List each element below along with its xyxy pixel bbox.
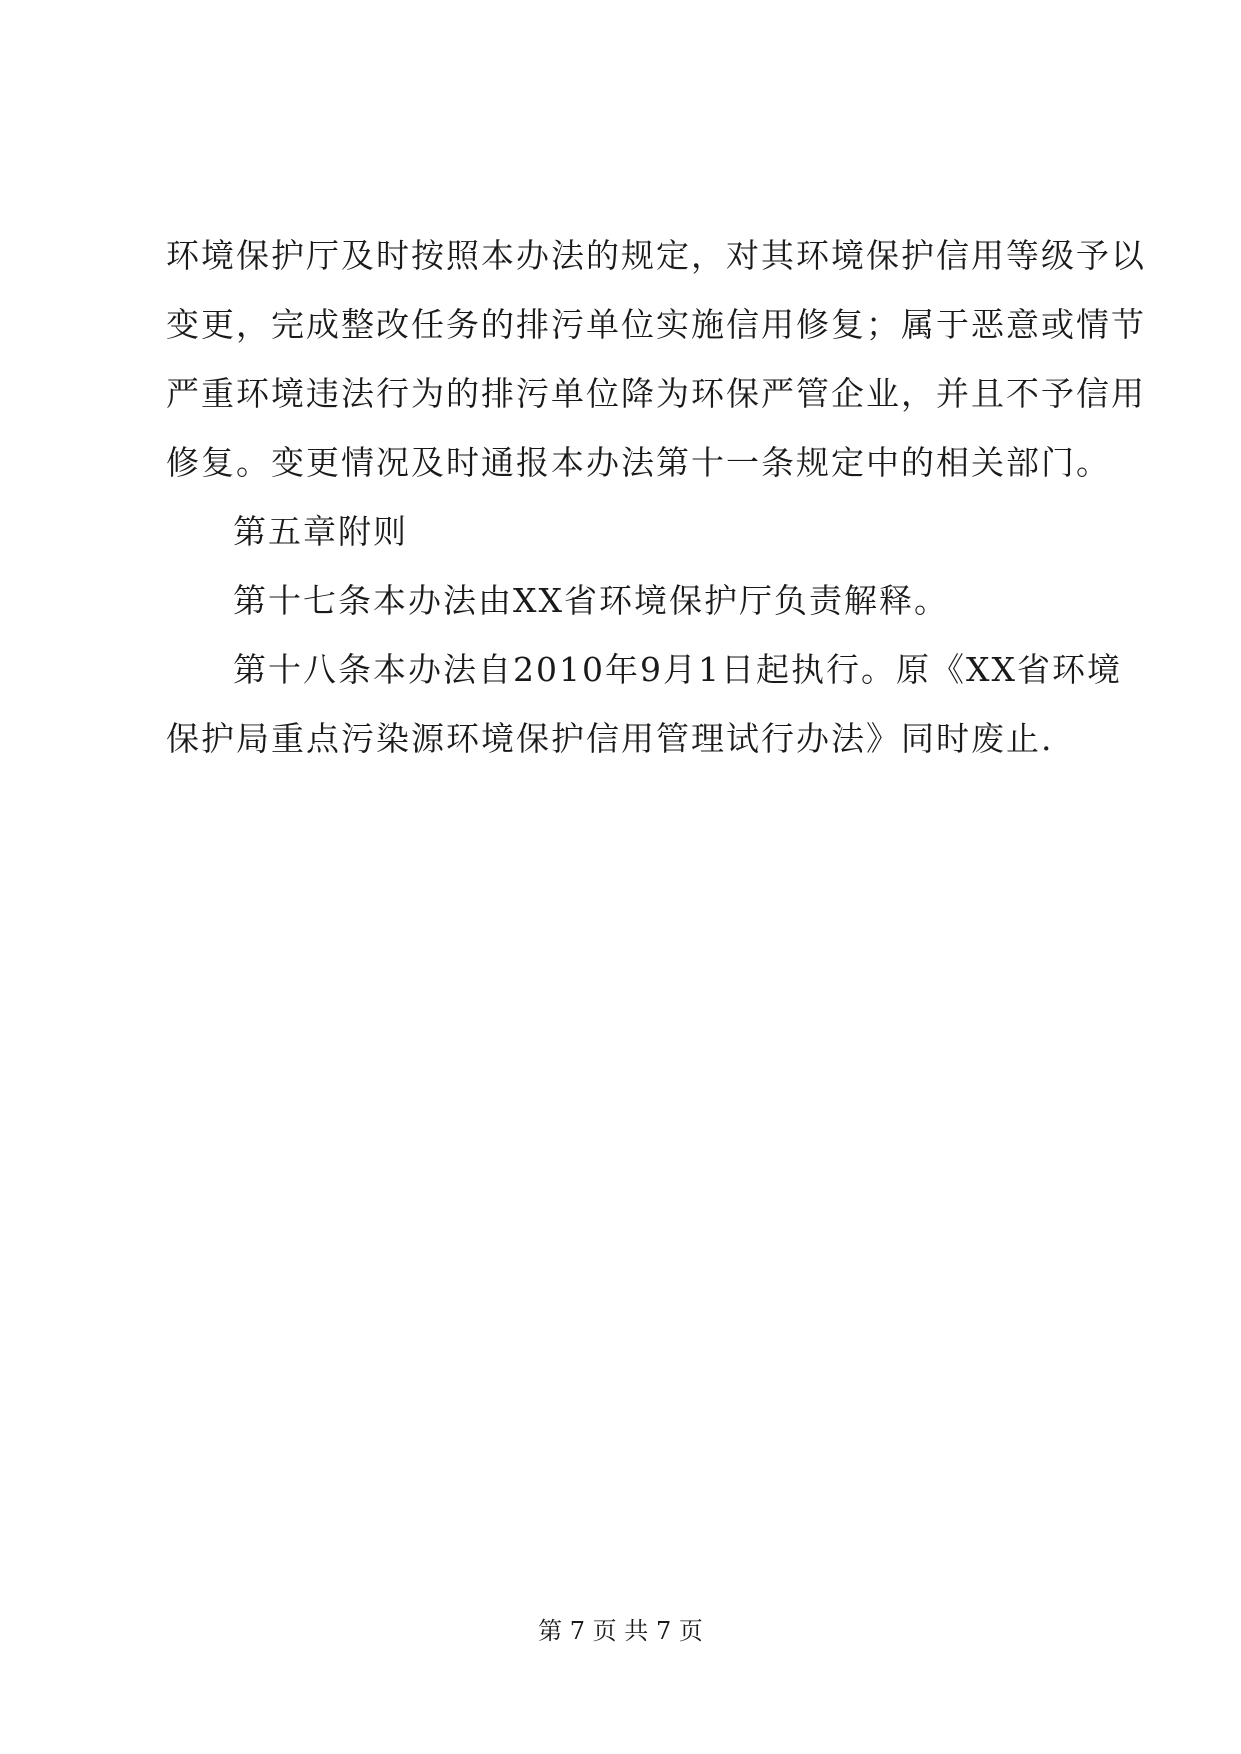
paragraph-line: 环境保护厅及时按照本办法的规定，对其环境保护信用等级予以 (166, 236, 1146, 275)
paragraph-line: 严重环境违法行为的排污单位降为环保严管企业，并且不予信用 (166, 374, 1146, 413)
page-footer: 第 7 页 共 7 页 (538, 1617, 703, 1645)
paragraph-line: 修复。变更情况及时通报本办法第十一条规定中的相关部门。 (166, 443, 1111, 482)
paragraph-line: 变更，完成整改任务的排污单位实施信用修复；属于恶意或情节 (166, 305, 1146, 344)
article-18-line: 第十八条本办法自2010年9月1日起执行。原《XX省环境 (233, 650, 1122, 689)
article-17: 第十七条本办法由XX省环境保护厅负责解释。 (233, 581, 949, 620)
article-18-line: 保护局重点污染源环境保护信用管理试行办法》同时废止. (166, 719, 1054, 758)
chapter-heading: 第五章附则 (233, 512, 408, 551)
